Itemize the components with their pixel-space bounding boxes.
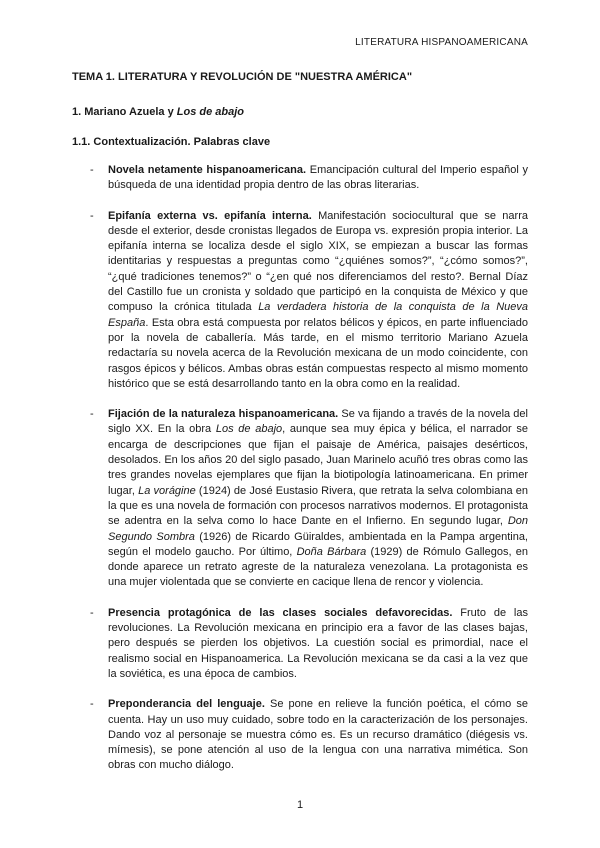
section-heading-italic: Los de abajo [176,106,244,118]
chapter-title: TEMA 1. LITERATURA Y REVOLUCIÓN DE "NUESTRA AMÉRICA" [72,71,413,83]
work-title: Los de abajo [215,423,283,436]
keyword-term: Epifanía externa vs. epifanía interna. [108,209,312,222]
list-item-text: Epifanía externa vs. epifanía interna. Manifestación sociocultural que se narra desde el exterior, desde cronistas llegados de Europa vs. expresión propia interior. La epifanía interna se localiza desde el siglo XIX, se empiezan a buscar las formas identitarias y respuestas a preguntas como “¿quiénes somos?”, “¿cómo somos?”, “¿qué tradiciones tenemos?” o “¿en qué nos diferenciamos del resto?. Bernal Díaz del Castillo fue un cronista y soldado que participó en la conquista de México y que compuso la crónica titulada La verdadera historia de la conquista de la Nueva España. Esta obra está compuesta por relatos bélicos y épicos, en parte influenciado por la novela de caballería. Más tarde, en el mismo territorio Mariano Azuela redactaría su novela acerca de la Revolución mexicana de un modo coincidente, con rasgos épicos y bélicos. Ambas obras están compuestas respecto al mismo momento histórico que se está desarrollando tanto en la obra como en la realidad. [108,209,528,390]
keyword-term: Novela netamente hispanoamericana. [108,164,307,176]
section-heading [72,106,244,118]
work-title: Doña Bárbara [296,545,367,558]
bullet-dash: - [90,209,94,222]
bullet-dash: - [90,408,94,421]
list-item [72,606,528,682]
running-header: LITERATURA HISPANOAMERICANA [355,37,528,48]
list-item [72,697,528,773]
keyword-term: Preponderancia del lenguaje. [108,698,265,711]
list-item-text: Preponderancia del lenguaje. Se pone en relieve la función poética, el cómo se cuenta. Hay un uso muy cuidado, sobre todo en la caracterización de los personajes. Dando voz al personaje se muestra cómo es. Es un recurso dramático (diégesis vs. mímesis), se pone atención al uso de la lengua con una narrativa mimética. Son obras con mucho diálogo. [108,698,529,772]
list-item-text: Presencia protagónica de las clases sociales defavorecidas. Fruto de las revoluciones. La Revolución mexicana en principio era a favor de las clases bajas, pero después se pierden los objetivos. La cuestión social es primordial, nace el realismo social en Hispanoamerica. La Revolución mexicana se da casi a la vez que la soviética, es una época de cambios. [108,606,528,680]
list-item [72,209,528,393]
list-item [72,407,528,591]
keyword-list [72,163,528,789]
bullet-dash: - [90,698,94,711]
subsection-heading: 1.1. Contextualización. Palabras clave [72,136,271,148]
keyword-term: Presencia protagónica de las clases sociales defavorecidas. [108,606,453,619]
keyword-term: Fijación de la naturaleza hispanoamericana. [108,408,339,421]
work-title: La verdadera historia de la conquista de la Nueva España [108,301,528,329]
work-title: Don Segundo Sombra [108,515,528,543]
list-item-text: Fijación de la naturaleza hispanoamericana. Se va fijando a través de la novela del siglo XX. En la obra Los de abajo, aunque sea muy épica y bélica, el narrador se encarga de descripciones que fijan el paisaje de América, paisajes desérticos, desolados. En los años 20 del siglo pasado, Juan Marinelo acuñó tres obras como las tres grandes novelas ejemplares que fijan la biotipología latinoamericana. En primer lugar, La vorágine (1924) de José Eustasio Rivera, que retrata la selva colombiana en la que es una novela de formación con procesos narrativos modernos. El protagonista se adentra en la selva como lo hace Dante en el Infierno. En segundo lugar, Don Segundo Sombra (1926) de Ricardo Güiraldes, ambientada en la Pampa argentina, según el modelo gaucho. Por último, Doña Bárbara (1929) de Rómulo Gallegos, en donde aparece un retrato agreste de la naturaleza venezolana. La protagonista es una mujer violentada que se convierte en cacique llena de rencor y violencia. [108,408,529,589]
page-number: 1 [296,799,304,811]
bullet-dash: - [90,164,94,176]
section-heading-text: 1. Mariano Azuela y [72,106,177,118]
list-item-text: Novela netamente hispanoamericana. Emancipación cultural del Imperio español y búsqueda de una identidad propia dentro de las obras literarias. [108,164,529,192]
work-title: La vorágine [138,484,196,497]
list-item [72,163,528,194]
bullet-dash: - [90,606,94,619]
